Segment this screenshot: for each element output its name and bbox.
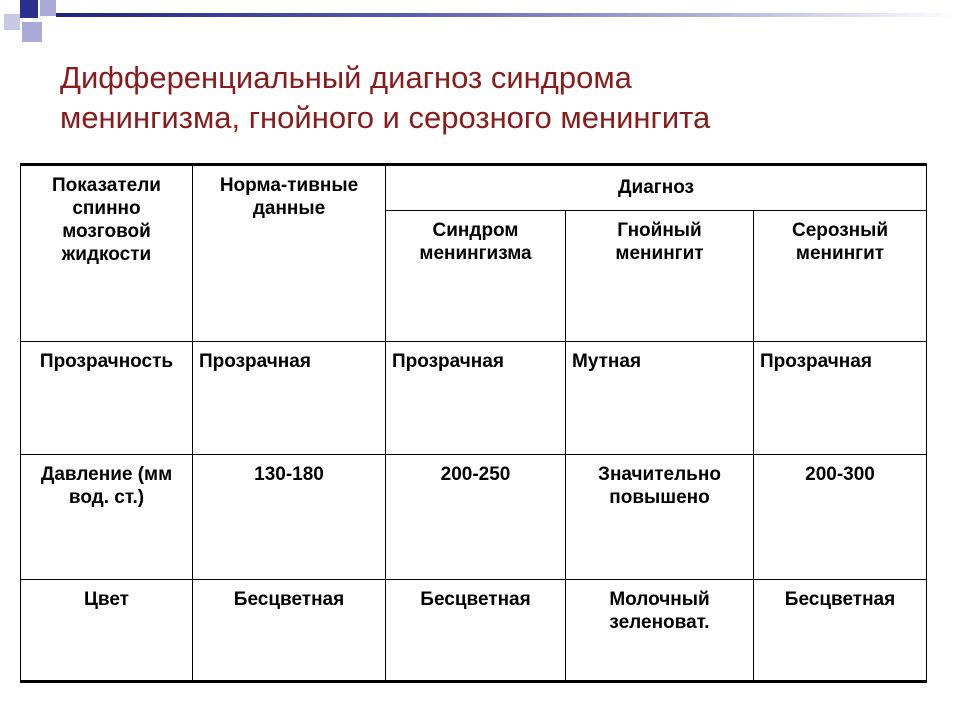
row-indicator-cell xyxy=(21,580,193,682)
row-serous: Бесцветная xyxy=(784,589,896,610)
row-indicator-cell xyxy=(21,342,193,455)
row-purulent: Значительно повышено xyxy=(598,464,721,508)
row-normative: Бесцветная xyxy=(233,589,345,610)
row-indicator: Прозрачность xyxy=(39,351,174,372)
row-meningism: Бесцветная xyxy=(420,589,531,610)
row-serous-cell xyxy=(754,342,927,455)
decor-square xyxy=(40,0,56,16)
header-serous-cell xyxy=(754,211,927,342)
row-serous-cell xyxy=(754,455,927,580)
row-meningism-cell xyxy=(386,342,566,455)
row-meningism-cell xyxy=(386,580,566,682)
decor-square xyxy=(4,14,20,30)
header-normative: Норма-тивные данные xyxy=(219,175,359,219)
table-row xyxy=(21,342,927,455)
slide-title-line-2: менингизма, гнойного и серозного менингита xyxy=(60,100,711,135)
row-purulent: Мутная xyxy=(572,351,642,372)
table-row xyxy=(21,455,927,580)
header-serous: Серозный менингит xyxy=(791,220,889,264)
row-purulent: Молочный зеленоват. xyxy=(609,589,710,633)
row-meningism-cell xyxy=(386,455,566,580)
row-serous: Прозрачная xyxy=(760,351,872,372)
header-indicator: Показатели спинно мозговой жидкости xyxy=(52,175,161,265)
slide-title xyxy=(60,58,920,138)
decor-square xyxy=(22,22,42,42)
row-purulent-cell xyxy=(566,580,754,682)
row-normative-cell xyxy=(193,455,386,580)
header-normative-cell xyxy=(193,165,386,342)
row-normative: 130-180 xyxy=(254,464,324,485)
header-diagnosis: Диагноз xyxy=(618,177,694,198)
row-indicator: Цвет xyxy=(84,589,129,610)
header-meningism-cell xyxy=(386,211,566,342)
row-serous-cell xyxy=(754,580,927,682)
slide-title-line-1: Дифференциальный диагноз синдрома xyxy=(60,60,632,95)
row-indicator: Давление (мм вод. ст.) xyxy=(40,464,173,508)
row-indicator-cell xyxy=(21,455,193,580)
row-meningism: Прозрачная xyxy=(392,351,504,372)
decor-square xyxy=(20,0,38,18)
table-row xyxy=(21,580,927,682)
row-serous: 200-300 xyxy=(805,464,875,485)
title-rule xyxy=(56,13,960,17)
row-normative-cell xyxy=(193,580,386,682)
diagnosis-table xyxy=(20,163,927,683)
header-purulent-cell xyxy=(566,211,754,342)
row-meningism: 200-250 xyxy=(440,464,511,485)
row-purulent-cell xyxy=(566,455,754,580)
header-purulent: Гнойный менингит xyxy=(615,220,704,264)
row-purulent-cell xyxy=(566,342,754,455)
header-meningism: Синдром менингизма xyxy=(419,220,532,264)
header-indicator-cell xyxy=(21,165,193,342)
row-normative-cell xyxy=(193,342,386,455)
table-header-row xyxy=(21,165,927,211)
header-diagnosis-cell xyxy=(386,165,927,211)
row-normative: Прозрачная xyxy=(199,351,311,372)
